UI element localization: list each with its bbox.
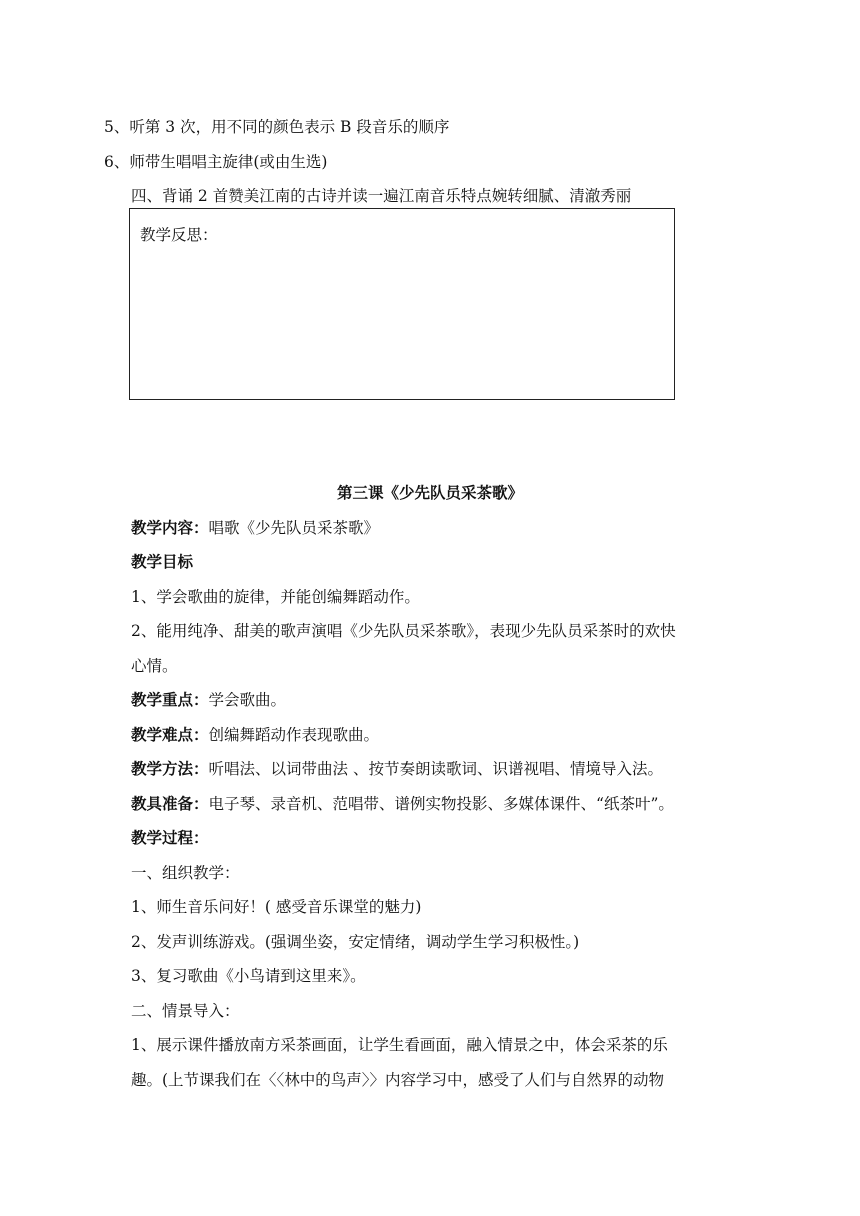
step-item-continued: 趣。(上节课我们在〈〈林中的鸟声〉〉内容学习中，感受了人们与自然界的动物 — [131, 1071, 665, 1089]
key-point-label: 教学重点： — [131, 691, 209, 709]
text-line: 5、听第 3 次，用不同的颜色表示 B 段音乐的顺序 — [104, 118, 450, 136]
reflection-box — [129, 208, 675, 400]
key-point-text: 学会歌曲。 — [208, 691, 287, 709]
reflection-label: 教学反思： — [140, 226, 218, 244]
content-text: 唱歌《少先队员采茶歌》 — [208, 519, 380, 537]
text-line: 6、师带生唱唱主旋律(或由生选) — [104, 153, 328, 171]
step-item: 1、师生音乐问好！( 感受音乐课堂的魅力) — [131, 898, 422, 916]
materials-label: 教具准备： — [131, 795, 209, 813]
difficulty-label: 教学难点： — [131, 726, 209, 744]
difficulty-text: 创编舞蹈动作表现歌曲。 — [208, 726, 380, 744]
goals-heading: 教学目标 — [131, 553, 194, 571]
step-heading: 二、情景导入： — [131, 1002, 240, 1020]
step-item: 1、展示课件播放南方采茶画面，让学生看画面，融入情景之中，体会采茶的乐 — [131, 1036, 668, 1054]
content-label: 教学内容： — [131, 519, 209, 537]
process-heading: 教学过程： — [131, 829, 209, 847]
methods-label: 教学方法： — [131, 760, 209, 778]
methods-text: 听唱法、以词带曲法 、按节奏朗读歌词、识谱视唱、情境导入法。 — [208, 760, 663, 778]
methods-line — [131, 759, 663, 779]
text-line: 四、背诵 2 首赞美江南的古诗并读一遍江南音乐特点婉转细腻、清澈秀丽 — [131, 187, 632, 205]
goal-item-continued: 心情。 — [131, 657, 178, 675]
key-point-line — [131, 690, 286, 710]
content-line — [131, 518, 379, 538]
step-heading: 一、组织教学： — [131, 864, 240, 882]
difficulty-line — [131, 725, 379, 745]
lesson-title: 第三课《少先队员采茶歌》 — [336, 484, 523, 502]
goal-item: 2、能用纯净、甜美的歌声演唱《少先队员采茶歌》，表现少先队员采茶时的欢快 — [131, 622, 676, 640]
step-item: 2、发声训练游戏。(强调坐姿，安定情绪，调动学生学习积极性。) — [131, 933, 580, 951]
materials-line — [131, 794, 674, 814]
goal-item: 1、学会歌曲的旋律，并能创编舞蹈动作。 — [131, 588, 420, 606]
step-item: 3、复习歌曲《小鸟请到这里来》。 — [131, 967, 366, 985]
materials-text: 电子琴、录音机、范唱带、谱例实物投影、多媒体课件、“纸茶叶”。 — [208, 795, 674, 813]
